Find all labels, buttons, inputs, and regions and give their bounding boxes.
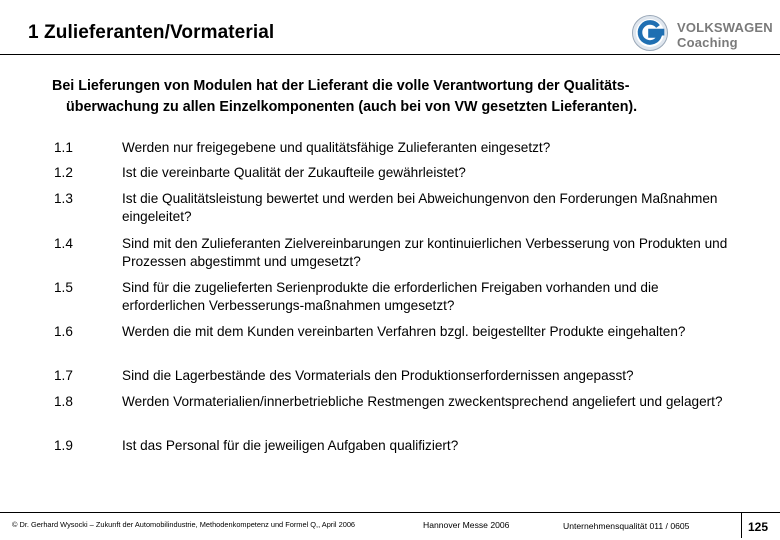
question-text-1-4: Sind mit den Zulieferanten Zielvereinbarungen zur kontinuierlichen Verbesserung von Produkten und Prozessen abgestimmt und umgesetzt? [122, 236, 728, 269]
logo-sub-text: Coaching [677, 35, 738, 50]
question-text-1-8: Werden Vormaterialien/innerbetriebliche Restmengen zweckentsprechend angeliefert und gelagert? [122, 394, 723, 409]
footer [0, 512, 780, 538]
footer-copyright: © Dr. Gerhard Wysocki – Zukunft der Automobilindustrie, Methodenkompetenz und Formel Q,, April 2006 [12, 520, 356, 529]
footer-divider [0, 512, 780, 513]
question-text-1-5: Sind für die zugelieferten Serienprodukte die erforderlichen Freigaben vorhanden und die erforderlichen Verbesserungs-maßnahmen umgesetzt? [122, 280, 659, 313]
footer-event: Hannover Messe 2006 [423, 520, 510, 530]
intro-paragraph [52, 76, 752, 118]
vw-coaching-logo [631, 14, 771, 54]
page-number: 125 [748, 520, 769, 534]
question-number-1-5: 1.5 [54, 280, 73, 295]
footer-document-id: Unternehmensqualität 011 / 0605 [563, 521, 690, 531]
question-number-1-6: 1.6 [54, 324, 73, 339]
question-text-1-1: Werden nur freigegebene und qualitätsfähige Zulieferanten eingesetzt? [122, 140, 551, 155]
question-text-1-2: Ist die vereinbarte Qualität der Zukaufteile gewährleistet? [122, 165, 466, 180]
question-number-1-8: 1.8 [54, 394, 73, 409]
question-text-1-6: Werden die mit dem Kunden vereinbarten Verfahren bzgl. beigestellter Produkte eingehalten? [122, 324, 686, 339]
question-number-1-2: 1.2 [54, 165, 73, 180]
question-number-1-3: 1.3 [54, 191, 73, 206]
page-title: 1 Zulieferanten/Vormaterial [28, 22, 275, 43]
title-divider [0, 54, 780, 55]
page-number-divider [741, 512, 742, 538]
question-number-1-1: 1.1 [54, 140, 73, 155]
vw-coaching-g-logo-icon [631, 14, 669, 52]
intro-line-1: Bei Lieferungen von Modulen hat der Lieferant die volle Verantwortung der Qualitäts- [52, 78, 630, 94]
question-text-1-3: Ist die Qualitätsleistung bewertet und werden bei Abweichungenvon den Forderungen Maßnahmen eingeleitet? [122, 191, 718, 224]
question-text-1-9: Ist das Personal für die jeweiligen Aufgaben qualifiziert? [122, 438, 459, 453]
question-number-1-4: 1.4 [54, 236, 73, 251]
question-number-1-7: 1.7 [54, 368, 73, 383]
logo-brand-text: VOLKSWAGEN [677, 20, 773, 35]
question-text-1-7: Sind die Lagerbestände des Vormaterials den Produktionserfordernissen angepasst? [122, 368, 634, 383]
intro-line-2: überwachung zu allen Einzelkomponenten (auch bei von VW gesetzten Lieferanten). [66, 99, 638, 115]
question-number-1-9: 1.9 [54, 438, 73, 453]
